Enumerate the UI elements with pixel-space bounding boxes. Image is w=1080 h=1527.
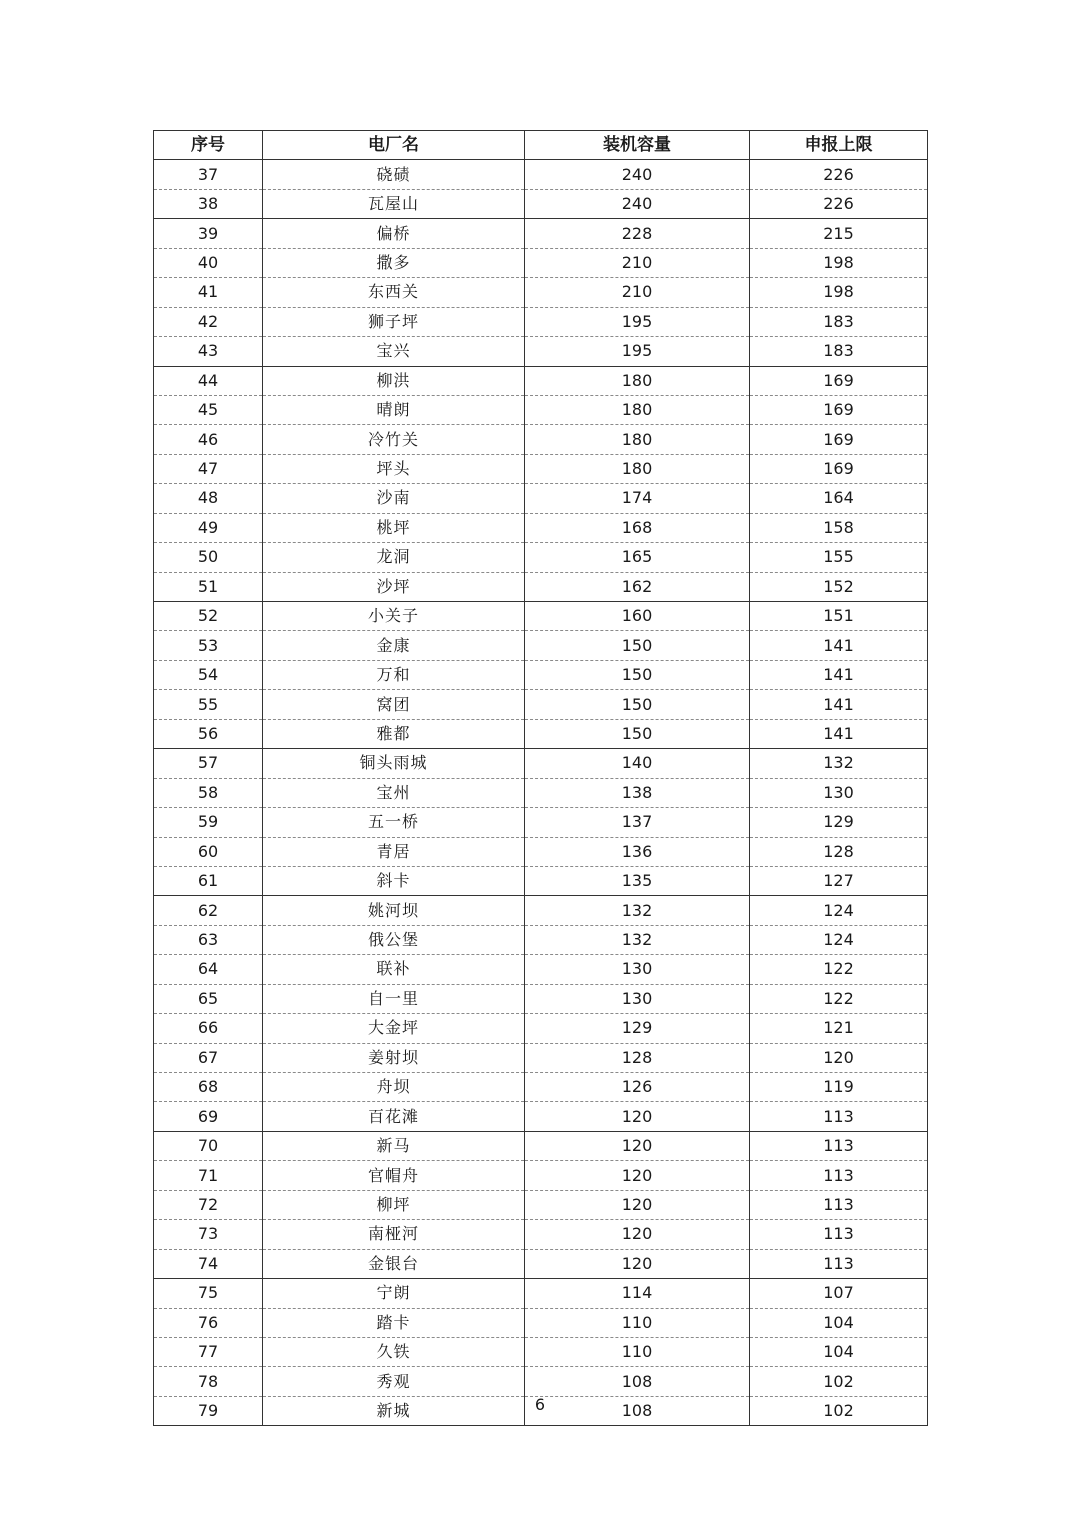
cell-declared-upper-limit: 113: [750, 1220, 928, 1249]
cell-declared-upper-limit: 198: [750, 248, 928, 277]
cell-serial-number: 47: [154, 454, 263, 483]
table-row: [154, 1073, 928, 1102]
cell-plant-name: 新马: [263, 1131, 525, 1160]
table-row: [154, 425, 928, 454]
cell-installed-capacity: 240: [525, 160, 750, 189]
cell-serial-number: 43: [154, 337, 263, 366]
cell-plant-name: 桃坪: [263, 513, 525, 542]
table-row: [154, 1249, 928, 1278]
cell-declared-upper-limit: 113: [750, 1161, 928, 1190]
cell-plant-name: 大金坪: [263, 1014, 525, 1043]
cell-installed-capacity: 150: [525, 690, 750, 719]
cell-installed-capacity: 128: [525, 1043, 750, 1072]
table-row: [154, 543, 928, 572]
cell-plant-name: 金银台: [263, 1249, 525, 1278]
cell-serial-number: 38: [154, 189, 263, 218]
cell-installed-capacity: 150: [525, 631, 750, 660]
cell-serial-number: 68: [154, 1073, 263, 1102]
cell-plant-name: 宝州: [263, 778, 525, 807]
cell-declared-upper-limit: 107: [750, 1279, 928, 1308]
cell-plant-name: 坪头: [263, 454, 525, 483]
cell-declared-upper-limit: 128: [750, 837, 928, 866]
cell-installed-capacity: 174: [525, 484, 750, 513]
cell-installed-capacity: 120: [525, 1161, 750, 1190]
cell-declared-upper-limit: 141: [750, 690, 928, 719]
cell-serial-number: 66: [154, 1014, 263, 1043]
cell-declared-upper-limit: 124: [750, 925, 928, 954]
table-row: [154, 572, 928, 601]
cell-declared-upper-limit: 104: [750, 1337, 928, 1366]
cell-installed-capacity: 120: [525, 1102, 750, 1131]
table-row: [154, 1367, 928, 1396]
cell-serial-number: 60: [154, 837, 263, 866]
cell-declared-upper-limit: 169: [750, 454, 928, 483]
header-plant-name: 电厂名: [263, 131, 525, 160]
table-header-row: [154, 131, 928, 160]
cell-plant-name: 万和: [263, 660, 525, 689]
cell-plant-name: 冷竹关: [263, 425, 525, 454]
cell-serial-number: 78: [154, 1367, 263, 1396]
table-row: [154, 307, 928, 336]
cell-installed-capacity: 120: [525, 1220, 750, 1249]
cell-plant-name: 青居: [263, 837, 525, 866]
cell-installed-capacity: 130: [525, 984, 750, 1013]
cell-serial-number: 53: [154, 631, 263, 660]
cell-declared-upper-limit: 102: [750, 1396, 928, 1425]
cell-declared-upper-limit: 155: [750, 543, 928, 572]
cell-installed-capacity: 150: [525, 719, 750, 748]
cell-plant-name: 撒多: [263, 248, 525, 277]
power-plant-table: [153, 130, 928, 1426]
cell-plant-name: 姜射坝: [263, 1043, 525, 1072]
table-row: [154, 219, 928, 248]
cell-plant-name: 瓦屋山: [263, 189, 525, 218]
cell-plant-name: 百花滩: [263, 1102, 525, 1131]
table-row: [154, 631, 928, 660]
cell-plant-name: 宝兴: [263, 337, 525, 366]
cell-serial-number: 56: [154, 719, 263, 748]
cell-plant-name: 金康: [263, 631, 525, 660]
table-row: [154, 1102, 928, 1131]
table-row: [154, 248, 928, 277]
cell-serial-number: 77: [154, 1337, 263, 1366]
cell-installed-capacity: 240: [525, 189, 750, 218]
cell-declared-upper-limit: 113: [750, 1102, 928, 1131]
cell-installed-capacity: 210: [525, 278, 750, 307]
table-row: [154, 1279, 928, 1308]
cell-serial-number: 41: [154, 278, 263, 307]
cell-plant-name: 沙南: [263, 484, 525, 513]
cell-installed-capacity: 180: [525, 425, 750, 454]
cell-serial-number: 42: [154, 307, 263, 336]
cell-installed-capacity: 108: [525, 1367, 750, 1396]
cell-installed-capacity: 120: [525, 1249, 750, 1278]
cell-installed-capacity: 110: [525, 1337, 750, 1366]
cell-plant-name: 联补: [263, 955, 525, 984]
cell-serial-number: 50: [154, 543, 263, 572]
cell-installed-capacity: 210: [525, 248, 750, 277]
cell-declared-upper-limit: 127: [750, 866, 928, 895]
cell-installed-capacity: 165: [525, 543, 750, 572]
table-row: [154, 484, 928, 513]
cell-plant-name: 自一里: [263, 984, 525, 1013]
cell-declared-upper-limit: 119: [750, 1073, 928, 1102]
cell-installed-capacity: 168: [525, 513, 750, 542]
cell-plant-name: 硗碛: [263, 160, 525, 189]
cell-declared-upper-limit: 198: [750, 278, 928, 307]
cell-declared-upper-limit: 132: [750, 749, 928, 778]
cell-declared-upper-limit: 158: [750, 513, 928, 542]
cell-plant-name: 晴朗: [263, 395, 525, 424]
cell-plant-name: 狮子坪: [263, 307, 525, 336]
cell-declared-upper-limit: 141: [750, 660, 928, 689]
cell-serial-number: 51: [154, 572, 263, 601]
cell-declared-upper-limit: 122: [750, 955, 928, 984]
cell-serial-number: 58: [154, 778, 263, 807]
table-row: [154, 1337, 928, 1366]
cell-plant-name: 宁朗: [263, 1279, 525, 1308]
header-installed-capacity: 装机容量: [525, 131, 750, 160]
cell-plant-name: 南桠河: [263, 1220, 525, 1249]
cell-serial-number: 48: [154, 484, 263, 513]
table-row: [154, 837, 928, 866]
table-row: [154, 160, 928, 189]
cell-installed-capacity: 180: [525, 454, 750, 483]
cell-serial-number: 74: [154, 1249, 263, 1278]
cell-serial-number: 59: [154, 808, 263, 837]
header-declared-upper-limit: 申报上限: [750, 131, 928, 160]
cell-declared-upper-limit: 113: [750, 1249, 928, 1278]
table-row: [154, 1308, 928, 1337]
cell-serial-number: 71: [154, 1161, 263, 1190]
cell-declared-upper-limit: 151: [750, 602, 928, 631]
cell-serial-number: 75: [154, 1279, 263, 1308]
table-body: [154, 160, 928, 1426]
cell-declared-upper-limit: 122: [750, 984, 928, 1013]
table-row: [154, 955, 928, 984]
table-row: [154, 1043, 928, 1072]
table-row: [154, 1161, 928, 1190]
cell-serial-number: 46: [154, 425, 263, 454]
cell-installed-capacity: 195: [525, 337, 750, 366]
cell-plant-name: 沙坪: [263, 572, 525, 601]
cell-plant-name: 柳坪: [263, 1190, 525, 1219]
table-row: [154, 660, 928, 689]
table-row: [154, 719, 928, 748]
cell-declared-upper-limit: 183: [750, 307, 928, 336]
cell-plant-name: 舟坝: [263, 1073, 525, 1102]
cell-serial-number: 67: [154, 1043, 263, 1072]
cell-declared-upper-limit: 124: [750, 896, 928, 925]
table-row: [154, 278, 928, 307]
cell-installed-capacity: 129: [525, 1014, 750, 1043]
cell-serial-number: 44: [154, 366, 263, 395]
cell-plant-name: 偏桥: [263, 219, 525, 248]
cell-plant-name: 久铁: [263, 1337, 525, 1366]
cell-installed-capacity: 114: [525, 1279, 750, 1308]
cell-plant-name: 俄公堡: [263, 925, 525, 954]
cell-installed-capacity: 130: [525, 955, 750, 984]
cell-declared-upper-limit: 120: [750, 1043, 928, 1072]
cell-declared-upper-limit: 169: [750, 425, 928, 454]
table-row: [154, 866, 928, 895]
cell-declared-upper-limit: 113: [750, 1131, 928, 1160]
cell-declared-upper-limit: 164: [750, 484, 928, 513]
cell-serial-number: 64: [154, 955, 263, 984]
cell-plant-name: 柳洪: [263, 366, 525, 395]
cell-plant-name: 龙洞: [263, 543, 525, 572]
cell-installed-capacity: 137: [525, 808, 750, 837]
cell-serial-number: 39: [154, 219, 263, 248]
cell-serial-number: 57: [154, 749, 263, 778]
cell-installed-capacity: 126: [525, 1073, 750, 1102]
table-row: [154, 1220, 928, 1249]
cell-declared-upper-limit: 226: [750, 189, 928, 218]
cell-serial-number: 65: [154, 984, 263, 1013]
cell-serial-number: 72: [154, 1190, 263, 1219]
cell-declared-upper-limit: 226: [750, 160, 928, 189]
table-row: [154, 337, 928, 366]
page-number: 6: [534, 1395, 546, 1414]
table-row: [154, 454, 928, 483]
table-row: [154, 690, 928, 719]
cell-plant-name: 新城: [263, 1396, 525, 1425]
cell-installed-capacity: 162: [525, 572, 750, 601]
cell-installed-capacity: 228: [525, 219, 750, 248]
table-row: [154, 896, 928, 925]
cell-declared-upper-limit: 130: [750, 778, 928, 807]
cell-installed-capacity: 136: [525, 837, 750, 866]
cell-installed-capacity: 140: [525, 749, 750, 778]
cell-installed-capacity: 132: [525, 925, 750, 954]
cell-plant-name: 雅都: [263, 719, 525, 748]
table-row: [154, 925, 928, 954]
cell-installed-capacity: 110: [525, 1308, 750, 1337]
cell-installed-capacity: 132: [525, 896, 750, 925]
cell-serial-number: 54: [154, 660, 263, 689]
cell-plant-name: 小关子: [263, 602, 525, 631]
table-row: [154, 1014, 928, 1043]
cell-serial-number: 55: [154, 690, 263, 719]
cell-plant-name: 官帽舟: [263, 1161, 525, 1190]
table-row: [154, 1131, 928, 1160]
cell-declared-upper-limit: 102: [750, 1367, 928, 1396]
cell-declared-upper-limit: 215: [750, 219, 928, 248]
cell-installed-capacity: 180: [525, 366, 750, 395]
cell-plant-name: 斜卡: [263, 866, 525, 895]
cell-serial-number: 69: [154, 1102, 263, 1131]
cell-declared-upper-limit: 104: [750, 1308, 928, 1337]
cell-installed-capacity: 120: [525, 1131, 750, 1160]
cell-declared-upper-limit: 141: [750, 719, 928, 748]
cell-installed-capacity: 180: [525, 395, 750, 424]
cell-declared-upper-limit: 169: [750, 395, 928, 424]
cell-installed-capacity: 160: [525, 602, 750, 631]
cell-installed-capacity: 135: [525, 866, 750, 895]
cell-serial-number: 37: [154, 160, 263, 189]
table-row: [154, 808, 928, 837]
cell-plant-name: 铜头雨城: [263, 749, 525, 778]
cell-serial-number: 40: [154, 248, 263, 277]
cell-declared-upper-limit: 129: [750, 808, 928, 837]
cell-plant-name: 姚河坝: [263, 896, 525, 925]
table-row: [154, 1190, 928, 1219]
cell-installed-capacity: 195: [525, 307, 750, 336]
table-row: [154, 602, 928, 631]
cell-plant-name: 踏卡: [263, 1308, 525, 1337]
cell-declared-upper-limit: 113: [750, 1190, 928, 1219]
cell-serial-number: 49: [154, 513, 263, 542]
cell-plant-name: 东西关: [263, 278, 525, 307]
cell-plant-name: 秀观: [263, 1367, 525, 1396]
cell-declared-upper-limit: 121: [750, 1014, 928, 1043]
cell-installed-capacity: 138: [525, 778, 750, 807]
table-row: [154, 366, 928, 395]
table-row: [154, 513, 928, 542]
cell-serial-number: 45: [154, 395, 263, 424]
cell-serial-number: 70: [154, 1131, 263, 1160]
cell-declared-upper-limit: 152: [750, 572, 928, 601]
cell-declared-upper-limit: 169: [750, 366, 928, 395]
header-serial-number: 序号: [154, 131, 263, 160]
cell-declared-upper-limit: 141: [750, 631, 928, 660]
cell-serial-number: 61: [154, 866, 263, 895]
cell-serial-number: 79: [154, 1396, 263, 1425]
table-row: [154, 778, 928, 807]
cell-installed-capacity: 150: [525, 660, 750, 689]
table-row: [154, 984, 928, 1013]
cell-plant-name: 五一桥: [263, 808, 525, 837]
cell-declared-upper-limit: 183: [750, 337, 928, 366]
cell-plant-name: 窝团: [263, 690, 525, 719]
cell-installed-capacity: 120: [525, 1190, 750, 1219]
cell-serial-number: 76: [154, 1308, 263, 1337]
cell-installed-capacity: 108: [525, 1396, 750, 1425]
table-row: [154, 749, 928, 778]
cell-serial-number: 52: [154, 602, 263, 631]
table-row: [154, 395, 928, 424]
cell-serial-number: 62: [154, 896, 263, 925]
cell-serial-number: 73: [154, 1220, 263, 1249]
table-row: [154, 189, 928, 218]
cell-serial-number: 63: [154, 925, 263, 954]
